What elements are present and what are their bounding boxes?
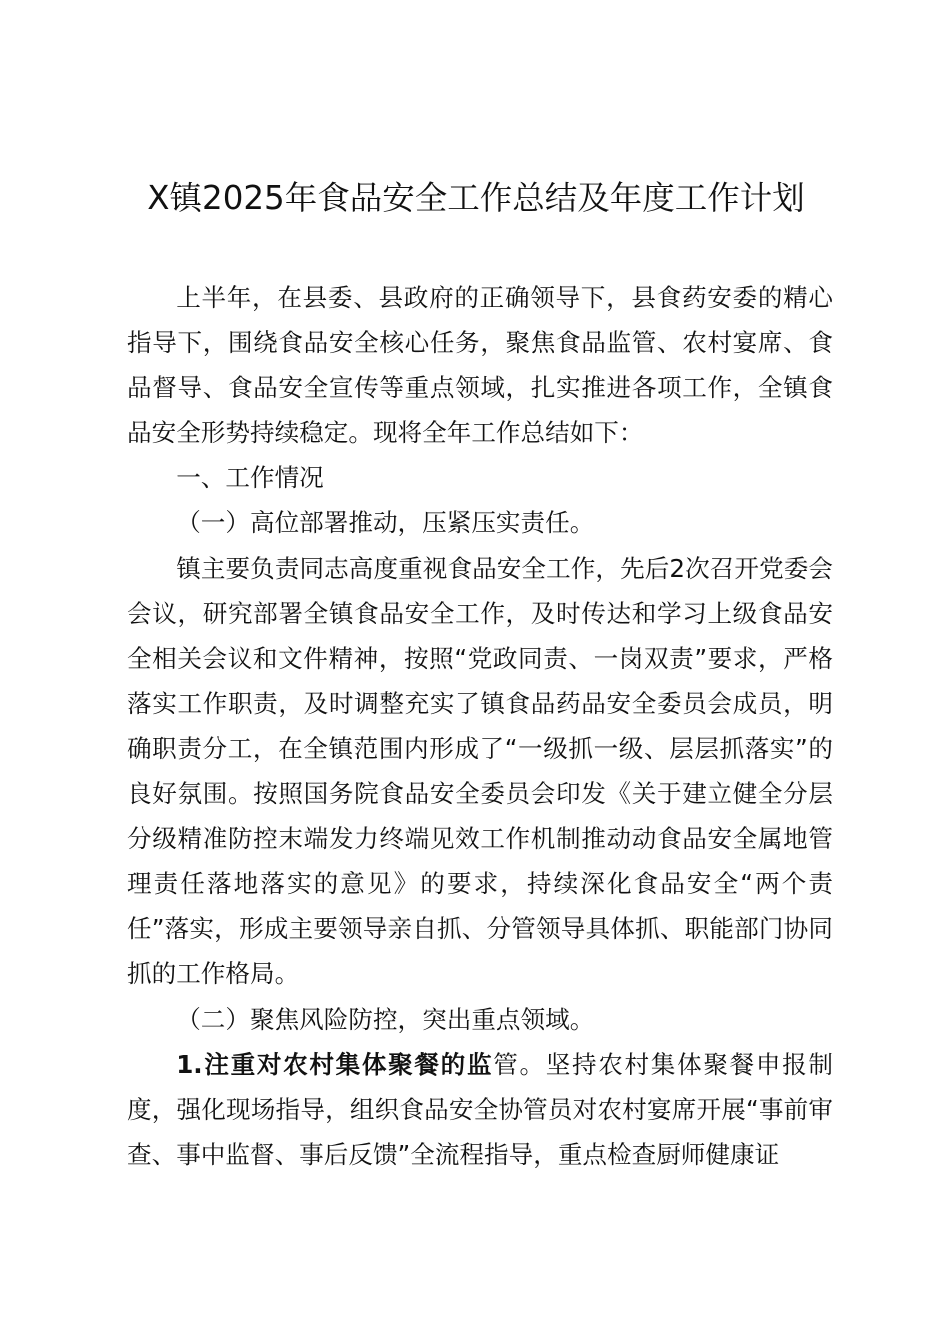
paragraph-text: 管。坚持农村集体聚餐申报制度，强化现场指导，组织食品安全协管员对农村宴席开展“事前审查、事中监督、事后反馈”全流程指导，重点检查厨师健康证 <box>127 1049 833 1169</box>
intro-paragraph: 上半年，在县委、县政府的正确领导下，县食药安委的精心指导下，围绕食品安全核心任务，聚焦食品监管、农村宴席、食品督导、食品安全宣传等重点领域，扎实推进各项工作，全镇食品安全形势持续稳定。现将全年工作总结如下： <box>127 283 833 448</box>
paragraph-lead-bold: 1.注重对农村集体聚餐的监 <box>176 1049 494 1079</box>
document-body <box>127 275 833 1177</box>
body-paragraph <box>127 1042 833 1177</box>
section-heading: 一、工作情况 <box>176 463 324 493</box>
document-title: X镇2025年食品安全工作总结及年度工作计划 <box>147 179 805 217</box>
subsection-heading: （一）高位部署推动，压紧压实责任。 <box>176 508 595 538</box>
subsection-heading: （二）聚焦风险防控，突出重点领域。 <box>176 1004 595 1034</box>
body-paragraph: 镇主要负责同志高度重视食品安全工作，先后2次召开党委会会议，研究部署全镇食品安全工作，及时传达和学习上级食品安全相关会议和文件精神，按照“党政同责、一岗双责”要求，严格落实工作职责，及时调整充实了镇食品药品安全委员会成员，明确职责分工，在全镇范围内形成了“一级抓一级、层层抓落实”的良好氛围。按照国务院食品安全委员会印发《关于建立健全分层分级精准防控末端发力终端见效工作机制推动动食品安全属地管理责任落地落实的意见》的要求，持续深化食品安全“两个责任”落实，形成主要领导亲自抓、分管领导具体抓、职能部门协同抓的工作格局。 <box>127 553 833 989</box>
